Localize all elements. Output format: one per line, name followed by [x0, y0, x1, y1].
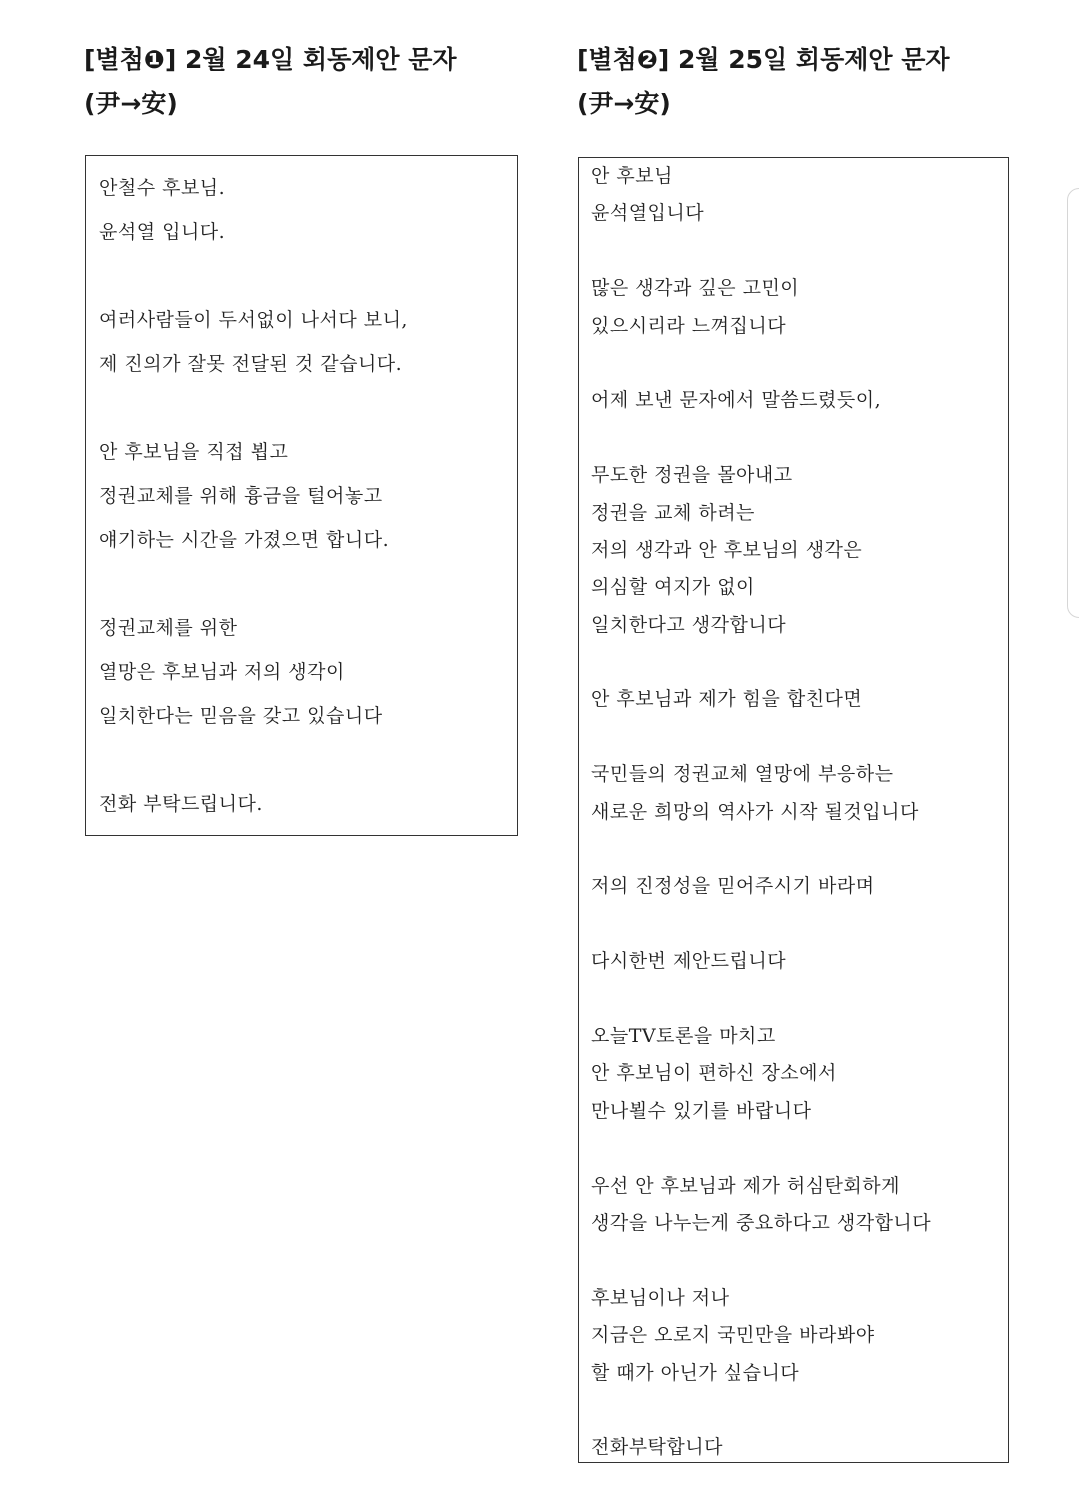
- blank-line: [591, 425, 1008, 462]
- blank-line: [591, 238, 1008, 275]
- message-line: 정권교체를 위해 흉금을 털어놓고: [99, 485, 383, 507]
- message-line: 윤석열 입니다.: [99, 221, 226, 243]
- blank-line: [591, 350, 1008, 387]
- blank-line: [591, 724, 1008, 761]
- attachment-2-direction: (尹→安): [577, 89, 671, 118]
- message-line: 할 때가 아닌가 싶습니다: [591, 1361, 800, 1384]
- message-line: 많은 생각과 깊은 고민이: [591, 277, 800, 300]
- message-line: 여러사람들이 두서없이 나서다 보니,: [99, 309, 408, 331]
- message-line: 다시한번 제안드립니다: [591, 950, 787, 973]
- attachment-1-title: [별첨❶] 2월 24일 회동제안 문자: [84, 45, 457, 74]
- message-line: 안 후보님과 제가 힘을 합친다면: [591, 688, 863, 711]
- message-line: 새로운 희망의 역사가 시작 될것입니다: [591, 800, 919, 823]
- blank-line: [591, 1397, 1008, 1434]
- message-line: 생각을 나누는게 중요하다고 생각합니다: [591, 1211, 932, 1234]
- attachment-2-heading: [577, 38, 950, 126]
- attachment-1-heading: [84, 38, 457, 126]
- message-line: 저의 진정성을 믿어주시기 바라며: [591, 875, 875, 898]
- message-line: 지금은 오로지 국민만을 바라봐야: [591, 1324, 875, 1347]
- message-line: 무도한 정권을 몰아내고: [591, 464, 793, 487]
- message-line: 안 후보님을 직접 뵙고: [99, 441, 289, 463]
- message-line: 얘기하는 시간을 가졌으면 합니다.: [99, 529, 390, 551]
- blank-line: [99, 570, 517, 614]
- blank-line: [99, 262, 517, 306]
- blank-line: [591, 1247, 1008, 1284]
- attachment-1-direction: (尹→安): [84, 89, 178, 118]
- message-line: 어제 보낸 문자에서 말씀드렸듯이,: [591, 389, 882, 412]
- message-line: 우선 안 후보님과 제가 허심탄회하게: [591, 1174, 900, 1197]
- blank-line: [99, 394, 517, 438]
- message-line: 일치한다는 믿음을 갖고 있습니다: [99, 705, 383, 727]
- message-line: 오늘TV토론을 마치고: [591, 1024, 776, 1047]
- blank-line: [591, 1135, 1008, 1172]
- attachment-2-title: [별첨❷] 2월 25일 회동제안 문자: [577, 45, 950, 74]
- message-line: 열망은 후보님과 저의 생각이: [99, 661, 345, 683]
- message-line: 의심할 여지가 없이: [591, 576, 755, 599]
- text-message-box-feb-24: [85, 155, 518, 836]
- blank-line: [591, 836, 1008, 873]
- message-line: 만나뵐수 있기를 바랍니다: [591, 1099, 812, 1122]
- message-line: 있으시리라 느껴집니다: [591, 314, 787, 337]
- blank-line: [591, 649, 1008, 686]
- message-line: 전화 부탁드립니다.: [99, 793, 263, 815]
- message-line: 안 후보님이 편하신 장소에서: [591, 1062, 837, 1085]
- message-line: 안 후보님: [591, 165, 673, 187]
- message-line: 국민들의 정권교체 열망에 부응하는: [591, 763, 894, 786]
- message-line: 저의 생각과 안 후보님의 생각은: [591, 538, 863, 561]
- message-line: 전화부탁합니다: [591, 1436, 723, 1459]
- message-line: 제 진의가 잘못 전달된 것 같습니다.: [99, 353, 403, 375]
- message-line: 정권을 교체 하려는: [591, 501, 755, 524]
- message-line: 윤석열입니다: [591, 202, 705, 225]
- message-line: 안철수 후보님.: [99, 177, 226, 199]
- scrollbar-handle[interactable]: [1067, 188, 1079, 618]
- blank-line: [591, 986, 1008, 1023]
- message-line: 정권교체를 위한: [99, 617, 238, 639]
- message-line: 후보님이나 저나: [591, 1286, 730, 1309]
- blank-line: [99, 746, 517, 790]
- blank-line: [591, 911, 1008, 948]
- message-line: 일치한다고 생각합니다: [591, 613, 787, 636]
- text-message-box-feb-25: [578, 157, 1009, 1463]
